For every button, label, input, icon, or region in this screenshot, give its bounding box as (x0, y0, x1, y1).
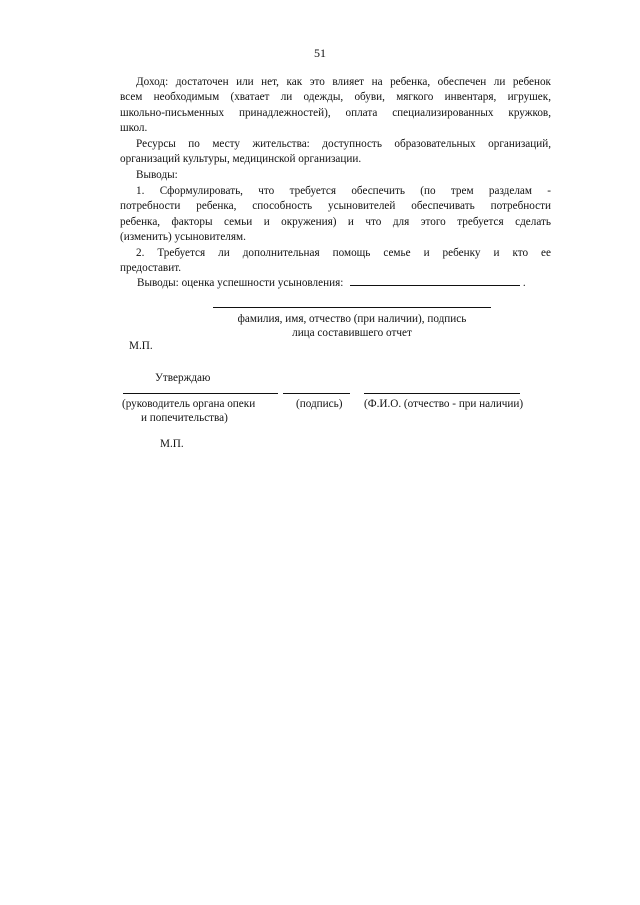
head-caption-line-1: (руководитель органа опеки (122, 398, 256, 410)
conclusion-item-2 (120, 246, 551, 277)
conclusions-heading-block (120, 168, 551, 183)
item1-line-2: потребности ребенка, способность усыновителей обеспечивать потребности (120, 200, 551, 213)
item1-line-1: 1. Сформулировать, что требуется обеспечить (по трем разделам - (136, 185, 551, 197)
adoption-assessment-period: . (522, 277, 526, 289)
stamp-mark-1: М.П. (129, 340, 153, 352)
income-line-4: школ. (120, 122, 148, 135)
compiler-caption-line-1: фамилия, имя, отчество (при наличии), подпись (237, 313, 467, 325)
resources-paragraph (120, 137, 551, 168)
income-line-1: Доход: достаточен или нет, как это влияет на ребенка, обеспечен ли ребенок (136, 76, 551, 88)
conclusions-heading: Выводы: (136, 169, 178, 181)
adoption-assessment-label: Выводы: оценка успешности усыновления: (137, 277, 344, 289)
adoption-assessment-row (137, 275, 526, 289)
name-signature-line[interactable] (364, 393, 520, 394)
item2-line-2: предоставит. (120, 262, 182, 275)
income-line-2: всем необходимым (хватает ли одежды, обуви, мягкого инвентаря, игрушек, (120, 91, 551, 104)
approval-heading: Утверждаю (155, 372, 211, 384)
signature-caption: (подпись) (296, 398, 343, 410)
item1-line-3: ребенка, факторы семьи и окружения) и что для этого требуется сделать (120, 215, 551, 228)
income-paragraph (120, 75, 551, 137)
head-caption-line-2: и попечительства) (141, 412, 228, 424)
adoption-assessment-blank[interactable] (350, 275, 520, 286)
conclusion-item-1 (120, 184, 551, 246)
page-number: 51 (314, 46, 326, 60)
resources-line-1: Ресурсы по месту жительства: доступность образовательных организаций, (136, 138, 551, 150)
signature-line[interactable] (283, 393, 350, 394)
compiler-caption-line-2: лица составившего отчет (292, 327, 412, 339)
compiler-signature-line[interactable] (213, 307, 491, 308)
head-signature-line[interactable] (123, 393, 278, 394)
item1-line-4: (изменить) усыновителям. (120, 231, 246, 244)
item2-line-1: 2. Требуется ли дополнительная помощь семье и ребенку и кто ее (136, 247, 551, 259)
income-line-3: школьно-письменных принадлежностей), оплата специализированных кружков, (120, 106, 551, 119)
name-caption: (Ф.И.О. (отчество - при наличии) (364, 398, 524, 410)
compiler-signature-block (213, 307, 491, 340)
stamp-mark-2: М.П. (160, 438, 184, 450)
resources-line-2: организаций культуры, медицинской организации. (120, 153, 362, 166)
